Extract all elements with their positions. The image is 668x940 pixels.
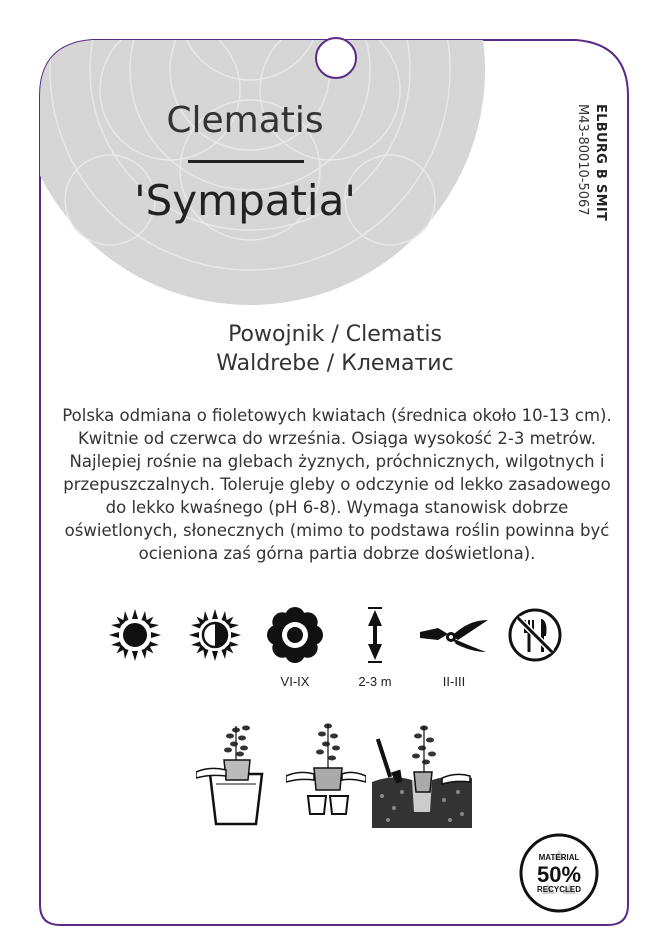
brand-name: ELBURG B SMIT	[593, 104, 608, 222]
badge-line-3: RECYCLED	[536, 885, 582, 894]
height-label: 2-3 m	[358, 674, 392, 689]
half-shade-icon	[186, 606, 244, 664]
badge-line-1: MATERIAL	[538, 853, 580, 862]
common-names-line-1: Powojnik / Clematis	[228, 322, 442, 347]
genus-title: Clematis	[166, 100, 324, 141]
badge-line-2: 50%	[536, 862, 582, 887]
common-names-line-2: Waldrebe / Клематис	[216, 351, 454, 376]
cultivar-title: 'Sympatia'	[134, 176, 356, 225]
pruning-months-label: II-III	[442, 674, 466, 689]
planting-step-soak-icon	[196, 716, 276, 828]
vertical-text-block	[560, 104, 616, 240]
pruning-shears-icon	[418, 606, 490, 664]
hang-hole	[316, 38, 356, 78]
height-arrow-icon	[346, 606, 404, 664]
product-code: M43-80010-5067	[575, 104, 590, 216]
recycled-material-badge	[518, 832, 600, 914]
full-sun-icon	[106, 606, 164, 664]
plant-description: Polska odmiana o fioletowych kwiatach (średnica około 10-13 cm). Kwitnie od czerwca do września. Osiąga wysokość 2-3 metrów. Najlepiej rośnie na glebach żyznych, próchnicznych, wilgotnych i przepuszczalnych. Toleruje gleby o odczynie od lekko zasadowego do lekko kwaśnego (pH 6-8). Wymaga stanowisk dobrze oświetlonych, słonecznych (mimo to podstawa roślin powinna być ocieniona zaś górna partia dobrze doświetlona).	[62, 406, 612, 563]
title-divider	[188, 160, 304, 163]
planting-step-plant-in-soil-icon	[372, 716, 472, 828]
planting-step-remove-pot-icon	[286, 716, 366, 828]
common-names	[120, 320, 550, 378]
flowering-months-label: VI-IX	[280, 674, 310, 689]
flower-icon	[266, 606, 324, 664]
not-edible-icon	[506, 606, 564, 664]
